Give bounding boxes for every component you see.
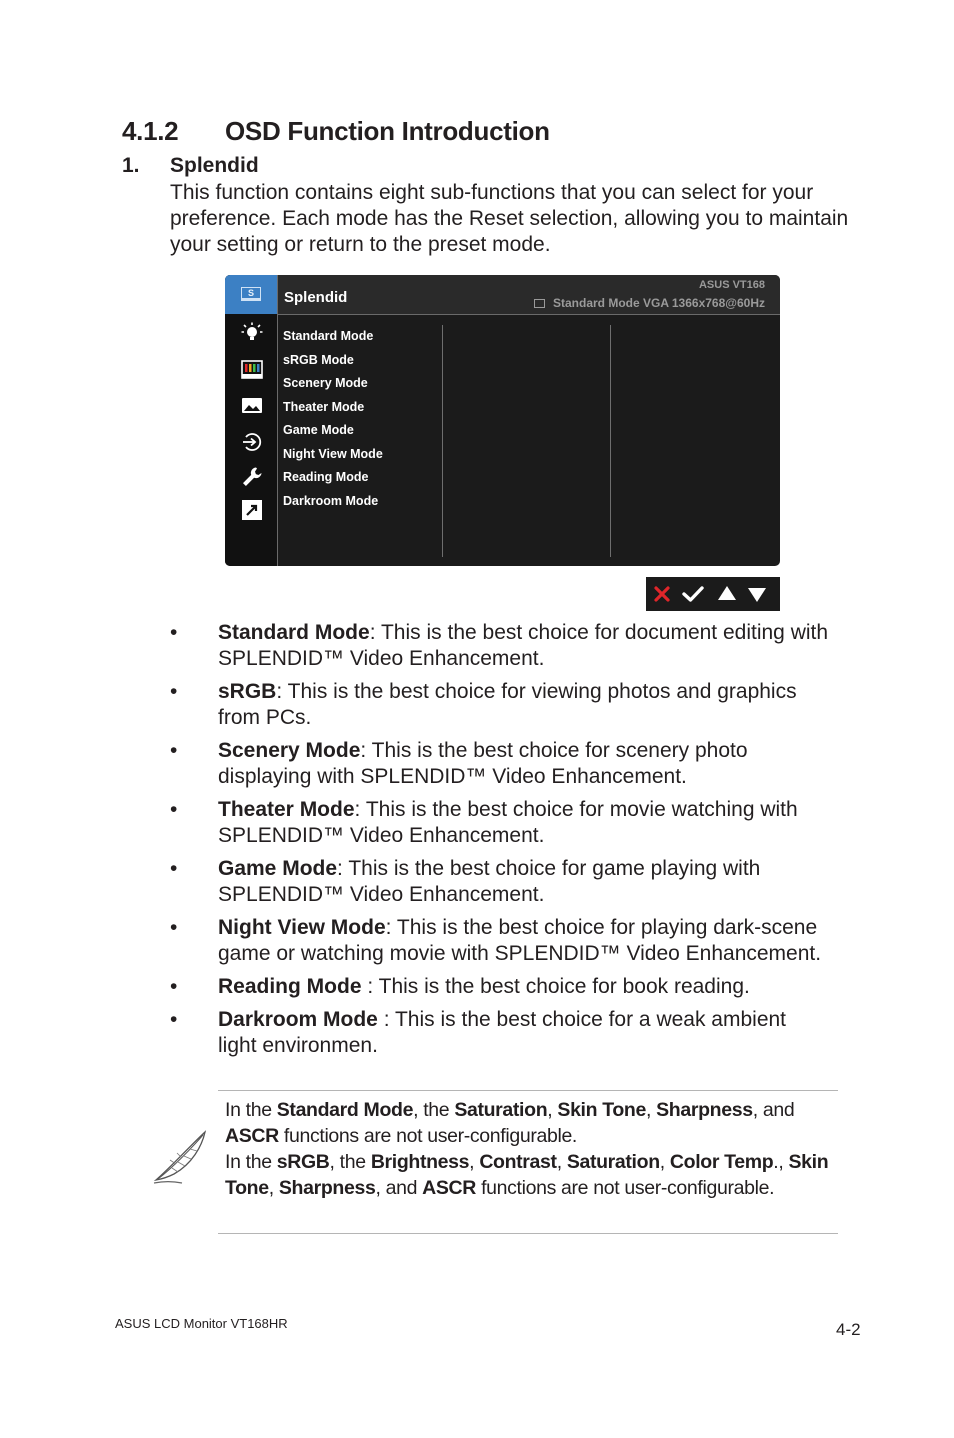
- osd-menu-item[interactable]: Scenery Mode: [283, 376, 368, 390]
- image-icon[interactable]: [241, 395, 263, 417]
- osd-menu-panel: [225, 275, 780, 566]
- item-title: Splendid: [170, 154, 259, 177]
- section-title-text: OSD Function Introduction: [225, 116, 550, 146]
- item-number: 1.: [122, 154, 140, 177]
- note-divider-bottom: [218, 1233, 838, 1234]
- list-item: • Night View Mode: This is the best choice for playing dark-scene game or watching movie with SPLENDID™ Video Enhancement.: [170, 916, 822, 965]
- brightness-bulb-icon[interactable]: [241, 322, 263, 344]
- splendid-icon[interactable]: S: [225, 275, 277, 314]
- osd-column-divider: [442, 325, 443, 557]
- osd-sidebar: [225, 275, 278, 566]
- osd-menu-item[interactable]: Theater Mode: [283, 399, 365, 414]
- checkmark-icon[interactable]: [682, 583, 704, 605]
- note-divider-top: [218, 1090, 838, 1091]
- osd-menu-item[interactable]: sRGB Mode: [283, 352, 354, 367]
- osd-mode-list: [283, 329, 383, 517]
- up-arrow-icon[interactable]: [716, 583, 738, 605]
- osd-menu-item[interactable]: Standard Mode: [283, 329, 374, 343]
- osd-menu-item[interactable]: Game Mode: [283, 423, 354, 437]
- note-paragraph: In the sRGB, the Brightness, Contrast, Saturation, Color Temp., Skin Tone, Sharpness, and ASCR functions are not user-configurable.: [225, 1151, 829, 1199]
- list-item: • sRGB: This is the best choice for viewing photos and graphics from PCs.: [170, 680, 797, 729]
- list-item: • Standard Mode: This is the best choice for document editing with SPLENDID™ Video Enhancement.: [170, 621, 829, 670]
- close-x-icon[interactable]: [651, 583, 673, 605]
- osd-status-line: Standard Mode VGA 1366x768@60Hz: [534, 296, 765, 310]
- down-arrow-icon[interactable]: [746, 583, 768, 605]
- osd-menu-item[interactable]: Reading Mode: [283, 470, 369, 484]
- shortcut-arrow-icon[interactable]: [241, 499, 263, 521]
- color-bars-icon[interactable]: [241, 359, 263, 381]
- osd-header-title: Splendid: [284, 289, 348, 306]
- list-item: • Reading Mode : This is the best choice for book reading.: [170, 975, 750, 998]
- item-heading: [122, 154, 259, 178]
- quill-pen-icon: [152, 1128, 210, 1186]
- monitor-icon: [534, 299, 545, 308]
- page-number: 4-2: [836, 1320, 861, 1339]
- section-number: 4.1.2: [122, 116, 179, 146]
- osd-menu-item[interactable]: Darkroom Mode: [283, 493, 379, 508]
- list-item: • Game Mode: This is the best choice for game playing with SPLENDID™ Video Enhancement.: [170, 857, 761, 906]
- system-setup-wrench-icon[interactable]: [241, 466, 263, 488]
- osd-menu-item[interactable]: Night View Mode: [283, 446, 383, 461]
- list-item: • Darkroom Mode : This is the best choice for a weak ambient light environmen.: [170, 1008, 787, 1057]
- list-item: • Scenery Mode: This is the best choice for scenery photo displaying with SPLENDID™ Video Enhancement.: [170, 739, 748, 788]
- osd-model-name: ASUS VT168: [698, 279, 765, 291]
- section-title: [122, 116, 550, 147]
- footer-product-name: ASUS LCD Monitor VT168HR: [115, 1316, 288, 1331]
- input-select-icon[interactable]: [241, 431, 263, 453]
- note-paragraph: In the Standard Mode, the Saturation, Skin Tone, Sharpness, and ASCR functions are not user-configurable.: [225, 1099, 795, 1147]
- list-item: • Theater Mode: This is the best choice for movie watching with SPLENDID™ Video Enhancement.: [170, 798, 798, 847]
- osd-column-divider: [610, 325, 611, 557]
- osd-nav-keys: [646, 577, 780, 611]
- intro-paragraph: This function contains eight sub-functions that you can select for your preference. Each mode has the Reset selection, allowing you to maintain your setting or return to the preset mode.: [170, 181, 849, 256]
- note-text: [225, 1097, 835, 1201]
- mode-description-list: [170, 620, 830, 1066]
